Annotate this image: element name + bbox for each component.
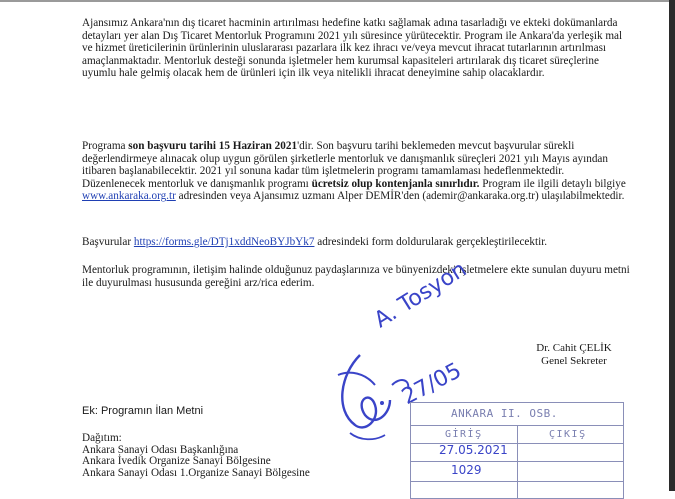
paragraph-request: Mentorluk programının, iletişim halinde olduğunuz paydaşlarınıza ve bünyenizdeki işletmelere ekte sunulan duyuru metni ile duyurulması hususunda gereğini arz/rica ederim. bbox=[82, 264, 630, 289]
paragraph-intro: Ajansımız Ankara'nın dış ticaret hacminin artırılması hedefine katkı sağlamak adına tasarladığı ve ekteki dokümanlarda detayları yer alan Dış Ticaret Mentorluk Programını 2021 yılı süresince yürütecektir. Program ile Ankara'da yerleşik mal ve hizmet üreticilerinin ürünlerinin uluslararası pazarlara ilk kez ihracı ve/veya mevcut ihracat tutarlarının artırılması amaçlanmaktadır. Mentorluk desteği sonunda işletmeler hem kurumsal kapasiteleri artırılarak dış ticaret süreçlerine uyumlu hale gelmiş olacak hem de ürünleri için ilk veya nitelikli ihracat deneyimine sahip olacaklardır. bbox=[82, 17, 623, 80]
stamp-out-label: ÇIKIŞ bbox=[549, 429, 587, 440]
distribution-item: Ankara Sanayi Odası Başkanlığına bbox=[82, 443, 239, 456]
paragraph-application: Başvurular https://forms.gle/DTj1xddNeoBYJbYk7 adresindeki form doldurularak gerçekleştirilecektir. bbox=[82, 236, 548, 248]
application-form-link[interactable]: https://forms.gle/DTj1xddNeoBYJbYk7 bbox=[133, 236, 315, 248]
free-limited-bold: ücretsiz olup kontenjanla sınırlıdır. bbox=[311, 177, 480, 190]
stamp-number: 1029 bbox=[451, 463, 482, 477]
stamp-title: ANKARA II. OSB. bbox=[451, 407, 558, 420]
distribution-item: Ankara İvedik Organize Sanayi Bölgesine bbox=[82, 455, 271, 467]
deadline-bold: son başvuru tarihi 15 Haziran 2021 bbox=[128, 140, 298, 152]
signatory-name: Dr. Cahit ÇELİK bbox=[536, 342, 612, 354]
signatory-block bbox=[528, 342, 620, 367]
attachment-note: Ek: Programın İlan Metni bbox=[82, 405, 204, 417]
signatory-title: Genel Sekreter bbox=[541, 354, 607, 367]
handwritten-name: A. Tosyon bbox=[370, 257, 472, 334]
website-link[interactable]: www.ankaraka.org.tr bbox=[82, 190, 176, 203]
stamp-in-label: GİRİŞ bbox=[445, 429, 483, 440]
received-stamp bbox=[410, 402, 624, 499]
handwritten-date: 27/05 bbox=[398, 358, 466, 411]
page-right-border bbox=[669, 0, 675, 491]
paragraph-deadline: Programa son başvuru tarihi 15 Haziran 2021'dir. Son başvuru tarihi beklemeden mevcut başvurular sürekli değerlendirmeye alınacak olup uygun görülen şirketlerle mentorluk ve danışmanlık süreçleri 2021 yılı Mayıs ayından itibaren başlanabilecektir. 2021 yıl sonuna kadar tüm işletmelerin programı tamamlaması hedeflenmektedir. Düzenlenecek mentorluk ve danışmanlık programı ücretsiz olup kontenjanla sınırlıdır. Program ile ilgili detaylı bilgiye www.ankaraka.org.tr adresinden veya Ajansımız uzmanı Alper DEMİR'den (ademir@ankaraka.org.tr) ulaşılabilmektedir. bbox=[82, 140, 626, 203]
page-top-edge bbox=[0, 0, 675, 6]
distribution-item: Ankara Sanayi Odası 1.Organize Sanayi Bölgesine bbox=[82, 466, 310, 479]
distribution-heading: Dağıtım: bbox=[82, 432, 122, 444]
distribution-list bbox=[82, 433, 310, 479]
stamp-date: 27.05.2021 bbox=[439, 443, 508, 457]
